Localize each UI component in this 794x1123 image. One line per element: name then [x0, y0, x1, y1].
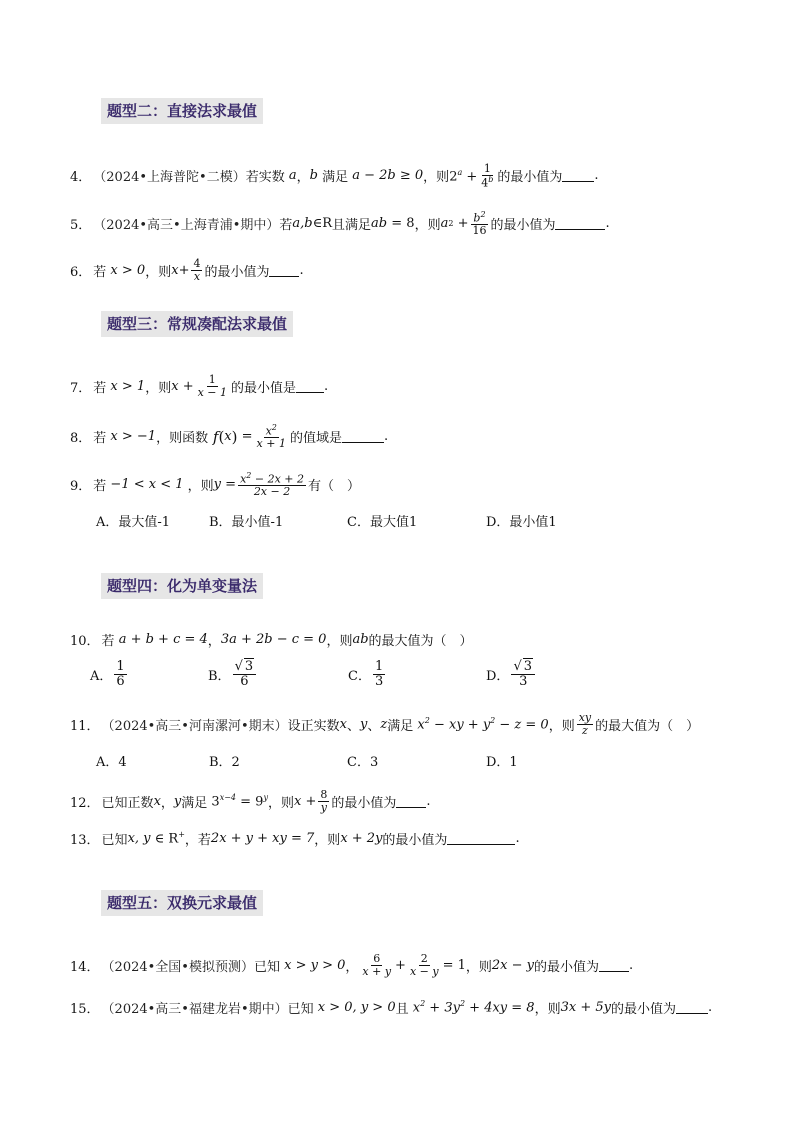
- question-12: 12． 已知正数 x ， y 满足 $3^{x-4} = 9^y$ ，则 x + $\frac{8}{y}$ 的最小值为 .: [70, 788, 431, 814]
- question-13: 13． 已知 x, y ∈ R+ ，若 2x + y + xy = 7 ，则 x + 2y 的最小值为 .: [70, 830, 520, 848]
- question-5: 5． （2024•高三•上海青浦•期中） 若 a,b ∈R 且满足 ab = 8 ，则 a 2 + $\frac{b^2}{16}$ 的最小值为 .: [70, 210, 610, 238]
- option-d[interactable]: D． $\frac{√ 3}{3}$: [486, 660, 537, 688]
- option-d[interactable]: D．最小值1: [486, 515, 557, 530]
- answer-blank[interactable]: [447, 832, 515, 845]
- answer-blank[interactable]: [562, 169, 594, 182]
- question-6: 6． 若 x > 0 ，则 x + $\frac{4}{x}$ 的最小值为 .: [70, 257, 304, 283]
- option-a[interactable]: A．最大值-1: [96, 515, 171, 530]
- answer-blank[interactable]: [599, 959, 629, 972]
- option-a[interactable]: A．4: [96, 755, 127, 770]
- option-b[interactable]: B．2: [209, 755, 240, 770]
- option-b[interactable]: B．最小值-1: [209, 515, 284, 530]
- answer-blank[interactable]: [676, 1001, 708, 1014]
- question-11: 11． （2024•高三•河南漯河•期末） 设正实数 x 、 y 、 z 满足 $x^2$ − xy + $y^2 - z = 0$ ，则 $\frac{xy}{z}$ 的最大值为（ ）: [70, 711, 700, 737]
- option-c[interactable]: C． $\frac{1}{3}$: [348, 659, 384, 689]
- answer-blank[interactable]: [342, 430, 384, 443]
- answer-blank[interactable]: [555, 217, 605, 230]
- section-title-4: 题型四：化为单变量法: [101, 573, 263, 599]
- question-7: 7． 若 x > 1 ，则 x + $\frac{1}{x - 1}$ 的最小值是 .: [70, 373, 329, 399]
- question-15: 15． （2024•高三•福建龙岩•期中） 已知 x > 0, y > 0 且 $x^2 + 3y^2 + 4xy = 8$ ，则 3x + 5y 的最小值为 .: [70, 999, 713, 1017]
- question-4: 4． （2024•上海普陀•二模） 若实数 a ， b 满足 a − 2b ≥ 0 ，则 $2^a$ + $\frac{1}{4^b}$ 的最小值为 .: [70, 162, 599, 190]
- section-title-2: 题型二：直接法求最值: [101, 98, 263, 124]
- option-c[interactable]: C．3: [347, 755, 379, 770]
- section-title-5: 题型五：双换元求最值: [101, 890, 263, 916]
- option-d[interactable]: D．1: [486, 755, 518, 770]
- option-a[interactable]: A． $\frac{1}{6}$: [90, 659, 125, 689]
- answer-blank[interactable]: [269, 264, 299, 277]
- question-8: 8． 若 x > −1 ，则函数 f ( x ) = $\frac{x^2}{x + 1}$ 的值域是 .: [70, 423, 389, 451]
- section-title-3: 题型三：常规凑配法求最值: [101, 311, 293, 337]
- answer-blank[interactable]: [296, 380, 324, 393]
- answer-blank[interactable]: [396, 795, 426, 808]
- question-10: 10． 若 a + b + c = 4 ， 3a + 2b − c = 0 ，则 ab 的最大值为（ ）: [70, 632, 473, 649]
- option-b[interactable]: B． $\frac{√ 3}{6}$: [208, 660, 258, 688]
- option-c[interactable]: C．最大值1: [347, 515, 418, 530]
- question-9: 9． 若 −1 < x < 1 ，则 y = $\frac{x^2 - 2x + 2}{2x - 2}$ 有（ ）: [70, 471, 361, 499]
- question-14: 14． （2024•全国•模拟预测） 已知 x > y > 0 ， $\frac{6}{x + y}$ + $\frac{2}{x - y}$ = 1 ，则 2x − y 的最小值为 .: [70, 952, 634, 978]
